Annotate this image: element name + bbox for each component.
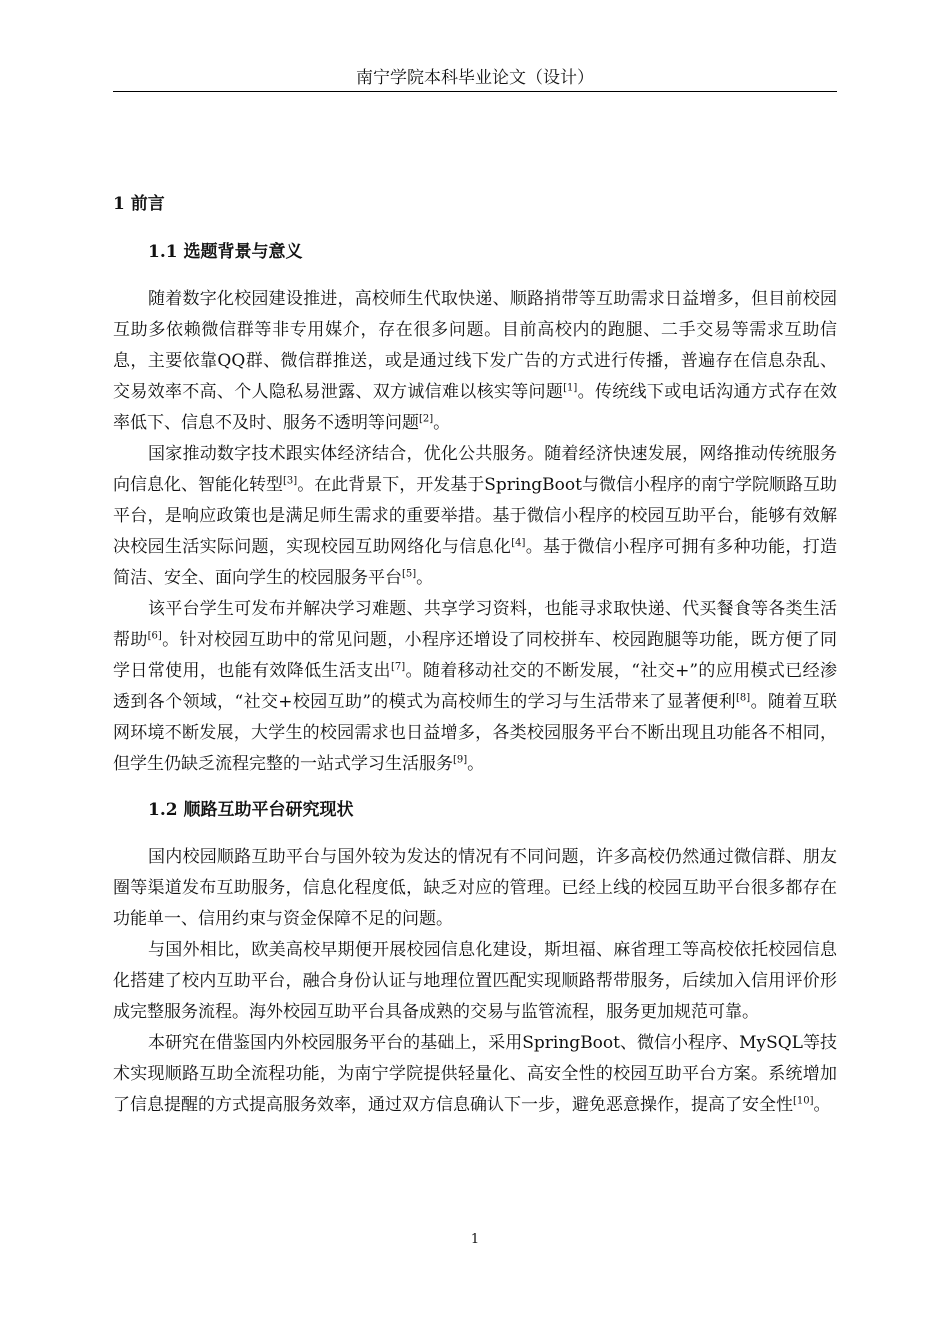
citation-ref: [1] [563,382,578,394]
citation-ref: [8] [736,692,751,704]
citation-ref: [9] [453,754,468,766]
text-run: 。基于微信小程序可拥有多种功能，打造简洁、安全、面向学生的校园服务平台 [113,537,838,588]
citation-ref: [4] [511,537,526,549]
running-header-title: 南宁学院本科毕业论文（设计） [356,68,594,88]
document-body [113,190,837,1121]
text-run: 。 [467,754,485,774]
citation-ref: [10] [793,1095,814,1107]
section-1-2 [113,796,837,1121]
text-run: 。随着互联网环境不断发展，大学生的校园需求也日益增多，各类校园服务平台不断出现且功能各不相同，但学生仍缺乏流程完整的一站式学习生活服务 [113,692,838,774]
citation-ref: [7] [390,661,406,673]
page-number: 1 [470,1232,480,1247]
text-run: 本研究在借鉴国内外校园服务平台的基础上，采用SpringBoot、微信小程序、MySQL等技术实现顺路互助全流程功能，为南宁学院提供轻量化、高安全性的校园互助平台方案。系统增加了信息提醒的方式提高服务效率，通过双方信息确认下一步，避免恶意操作，提高了安全性 [113,1033,837,1115]
paragraph [113,594,837,780]
text-run: 该平台学生可发布并解决学习难题、共享学习资料，也能寻求取快递、代买餐食等各类生活帮助 [113,599,837,650]
section-heading: 1.1 选题背景与意义 [148,242,303,262]
citation-ref: [2] [419,413,434,425]
text-run: 。传统线下或电话沟通方式存在效率低下、信息不及时、服务不透明等问题 [113,382,838,433]
paragraph [113,935,837,1028]
citation-ref: [3] [283,475,298,487]
text-run: 。随着移动社交的不断发展，“社交+”的应用模式已经渗透到各个领域，“社交+校园互助”的模式为高校师生的学习与生活带来了显著便利 [113,661,838,712]
text-run: 。 [433,413,451,433]
paragraph [113,439,837,594]
text-run: 。 [813,1095,831,1115]
text-run: 。针对校园互助中的常见问题，小程序还增设了同校拼车、校园跑腿等功能，既方便了同学日常使用，也能有效降低生活支出 [113,630,838,681]
paragraph [113,842,837,935]
section-1-1 [113,238,837,780]
text-run: 。在此背景下，开发基于SpringBoot与微信小程序的南宁学院顺路互助平台，是响应政策也是满足师生需求的重要举措。基于微信小程序的校园互助平台，能够有效解决校园生活实际问题，实现校园互助网络化与信息化 [113,475,837,557]
section-heading: 1.2 顺路互助平台研究现状 [148,800,354,820]
chapter-heading: 1 前言 [113,194,165,214]
text-run: 国家推动数字技术跟实体经济结合，优化公共服务。随着经济快速发展，网络推动传统服务向信息化、智能化转型 [113,444,837,495]
paragraph [113,284,837,439]
text-run: 与国外相比，欧美高校早期便开展校园信息化建设，斯坦福、麻省理工等高校依托校园信息化搭建了校内互助平台，融合身份认证与地理位置匹配实现顺路帮带服务，后续加入信用评价形成完整服务流程。海外校园互助平台具备成熟的交易与监管流程，服务更加规范可靠。 [113,940,837,1022]
citation-ref: [5] [402,568,417,580]
text-run: 。 [416,568,434,588]
header-rule [113,91,837,92]
citation-ref: [6] [147,630,162,642]
text-run: 国内校园顺路互助平台与国外较为发达的情况有不同问题，许多高校仍然通过微信群、朋友圈等渠道发布互助服务，信息化程度低，缺乏对应的管理。已经上线的校园互助平台很多都存在功能单一、信用约束与资金保障不足的问题。 [113,847,837,929]
paragraph [113,1028,837,1121]
text-run: 随着数字化校园建设推进，高校师生代取快递、顺路捎带等互助需求日益增多，但目前校园互助多依赖微信群等非专用媒介，存在很多问题。目前高校内的跑腿、二手交易等需求互助信息，主要依靠QQ群、微信群推送，或是通过线下发广告的方式进行传播，普遍存在信息杂乱、交易效率不高、个人隐私易泄露、双方诚信难以核实等问题 [113,289,837,402]
